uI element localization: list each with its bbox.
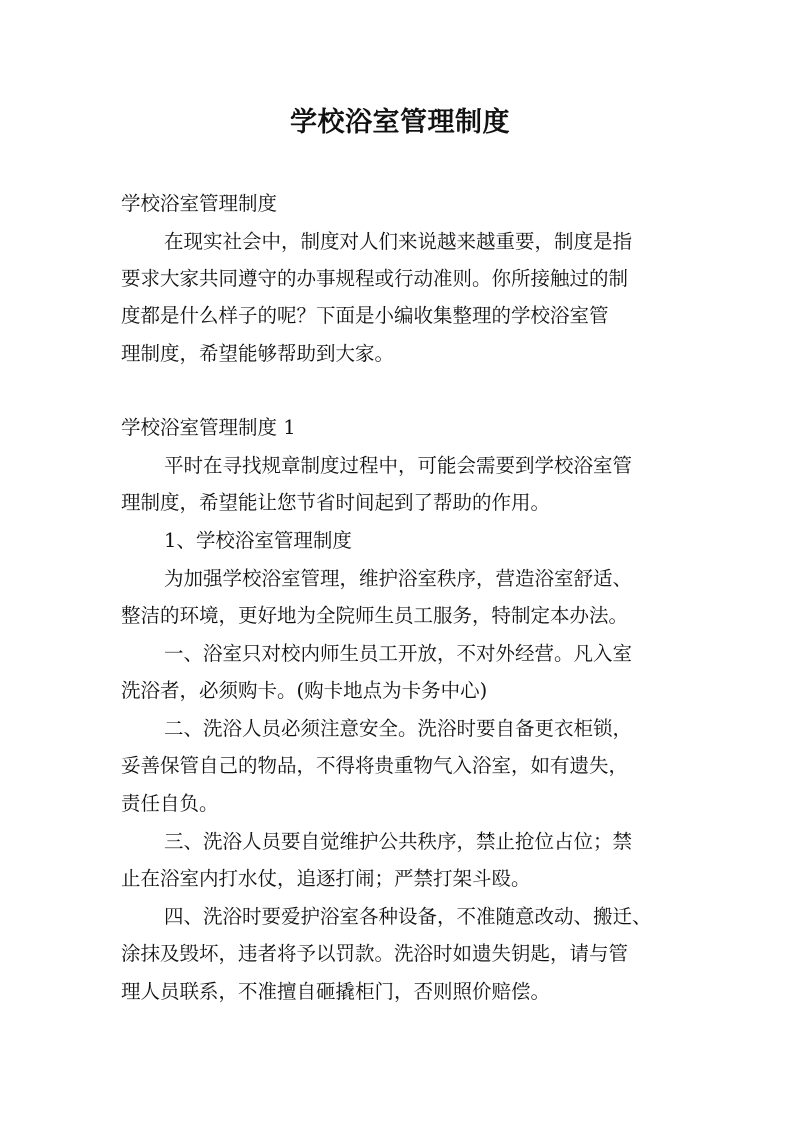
paragraph-line: 三、洗浴人员要自觉维护公共秩序，禁止抢位占位；禁 — [164, 830, 633, 853]
paragraph-line: 整洁的环境，更好地为全院师生员工服务，特制定本办法。 — [121, 604, 629, 627]
paragraph-line: 平时在寻找规章制度过程中，可能会需要到学校浴室管 — [164, 454, 633, 477]
paragraph-line: 责任自负。 — [121, 792, 219, 815]
document-title: 学校浴室管理制度 — [290, 107, 510, 138]
paragraph-line: 洗浴者，必须购卡。(购卡地点为卡务中心) — [121, 679, 488, 702]
paragraph-line: 度都是什么样子的呢？下面是小编收集整理的学校浴室管 — [121, 304, 609, 327]
paragraph-line: 为加强学校浴室管理，维护浴室秩序，营造浴室舒适、 — [164, 567, 633, 590]
paragraph-line: 妥善保管自己的物品，不得将贵重物气入浴室，如有遗失， — [121, 754, 629, 777]
paragraph-line: 在现实社会中，制度对人们来说越来越重要，制度是指 — [164, 230, 633, 253]
section-heading: 学校浴室管理制度 1 — [121, 416, 296, 439]
subsection-heading: 1、学校浴室管理制度 — [164, 529, 352, 552]
paragraph-line: 止在浴室内打水仗，追逐打闹；严禁打架斗殴。 — [121, 867, 531, 890]
intro-heading: 学校浴室管理制度 — [121, 192, 278, 215]
paragraph-line: 四、洗浴时要爱护浴室各种设备，不准随意改动、搬迁、 — [164, 905, 652, 928]
paragraph-line: 要求大家共同遵守的办事规程或行动准则。你所接触过的制 — [121, 267, 629, 290]
paragraph-line: 理制度，希望能够帮助到大家。 — [121, 342, 395, 365]
paragraph-line: 一、浴室只对校内师生员工开放，不对外经营。凡入室 — [164, 642, 633, 665]
paragraph-line: 理人员联系，不准擅自砸撬柜门，否则照价赔偿。 — [121, 980, 551, 1003]
paragraph-line: 理制度，希望能让您节省时间起到了帮助的作用。 — [121, 491, 551, 514]
paragraph-line: 二、洗浴人员必须注意安全。洗浴时要自备更衣柜锁， — [164, 717, 633, 740]
paragraph-line: 涂抹及毁坏，违者将予以罚款。洗浴时如遗失钥匙，请与管 — [121, 942, 629, 965]
